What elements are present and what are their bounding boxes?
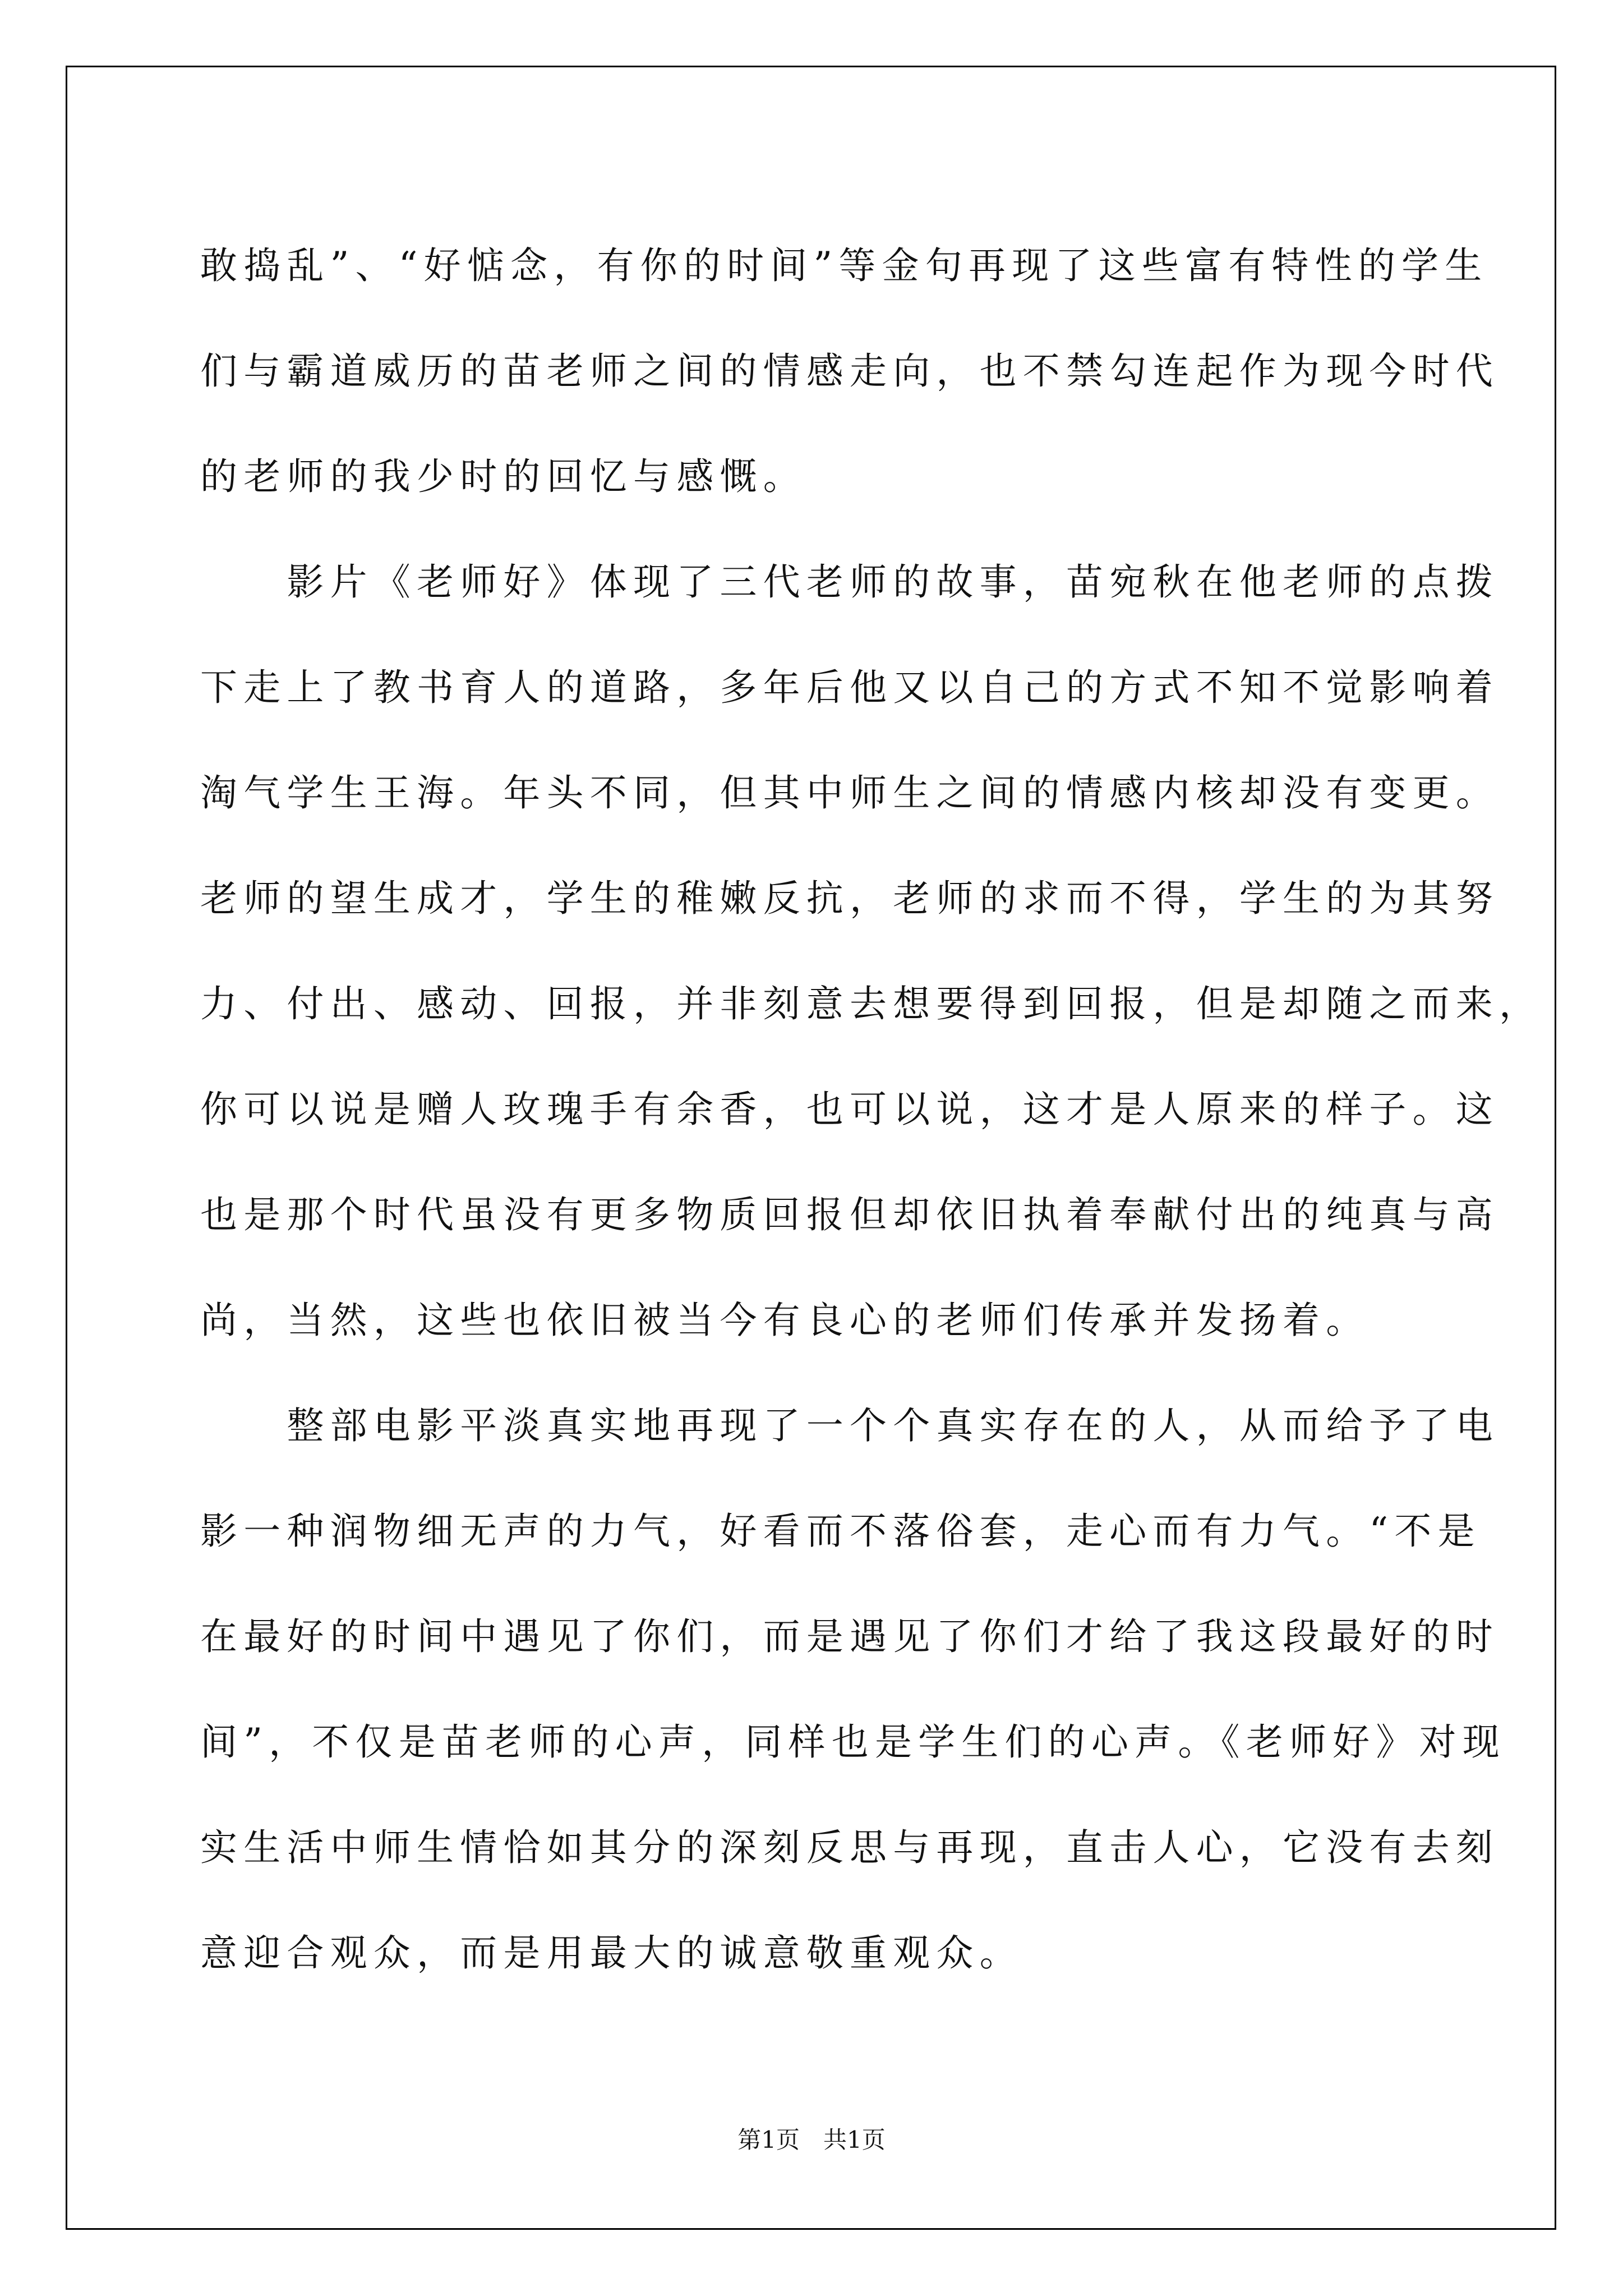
text-line: 的老师的我少时的回忆与感慨。 (200, 455, 806, 498)
document-body (200, 213, 1543, 2006)
text-line: 尚，当然，这些也依旧被当今有良心的老师们传承并发扬着。 (200, 1299, 1370, 1342)
page-number-footer: 第1页 共1页 (737, 2126, 886, 2154)
text-line: 们与霸道威历的苗老师之间的情感走向，也不禁勾连起作为现今时代 (200, 349, 1499, 393)
text-line: 也是那个时代虽没有更多物质回报但却依旧执着奉献付出的纯真与高 (200, 1193, 1499, 1236)
text-line: 敢捣乱”、“好惦念，有你的时间”等金句再现了这些富有特性的学生 (200, 244, 1488, 287)
text-line: 整部电影平淡真实地再现了一个个真实存在的人，从而给予了电 (200, 1404, 1499, 1447)
text-line: 你可以说是赠人玫瑰手有余香，也可以说，这才是人原来的样子。这 (200, 1088, 1499, 1131)
text-line: 老师的望生成才，学生的稚嫩反抗，老师的求而不得，学生的为其努 (200, 877, 1499, 920)
text-line: 实生活中师生情恰如其分的深刻反思与再现，直击人心，它没有去刻 (200, 1826, 1499, 1869)
text-line: 意迎合观众，而是用最大的诚意敬重观众。 (200, 1931, 1023, 1975)
text-line: 间”，不仅是苗老师的心声，同样也是学生们的心声。《老师好》对现 (200, 1720, 1506, 1764)
text-line: 下走上了教书育人的道路，多年后他又以自己的方式不知不觉影响着 (200, 666, 1499, 709)
text-line: 影一种润物细无声的力气，好看而不落俗套，走心而有力气。“不是 (200, 1510, 1481, 1553)
text-line: 在最好的时间中遇见了你们，而是遇见了你们才给了我这段最好的时 (200, 1615, 1499, 1658)
text-line: 力、付出、感动、回报，并非刻意去想要得到回报，但是却随之而来， (200, 982, 1543, 1025)
text-line: 影片《老师好》体现了三代老师的故事，苗宛秋在他老师的点拨 (200, 560, 1499, 604)
text-line: 淘气学生王海。年头不同，但其中师生之间的情感内核却没有变更。 (200, 771, 1499, 815)
